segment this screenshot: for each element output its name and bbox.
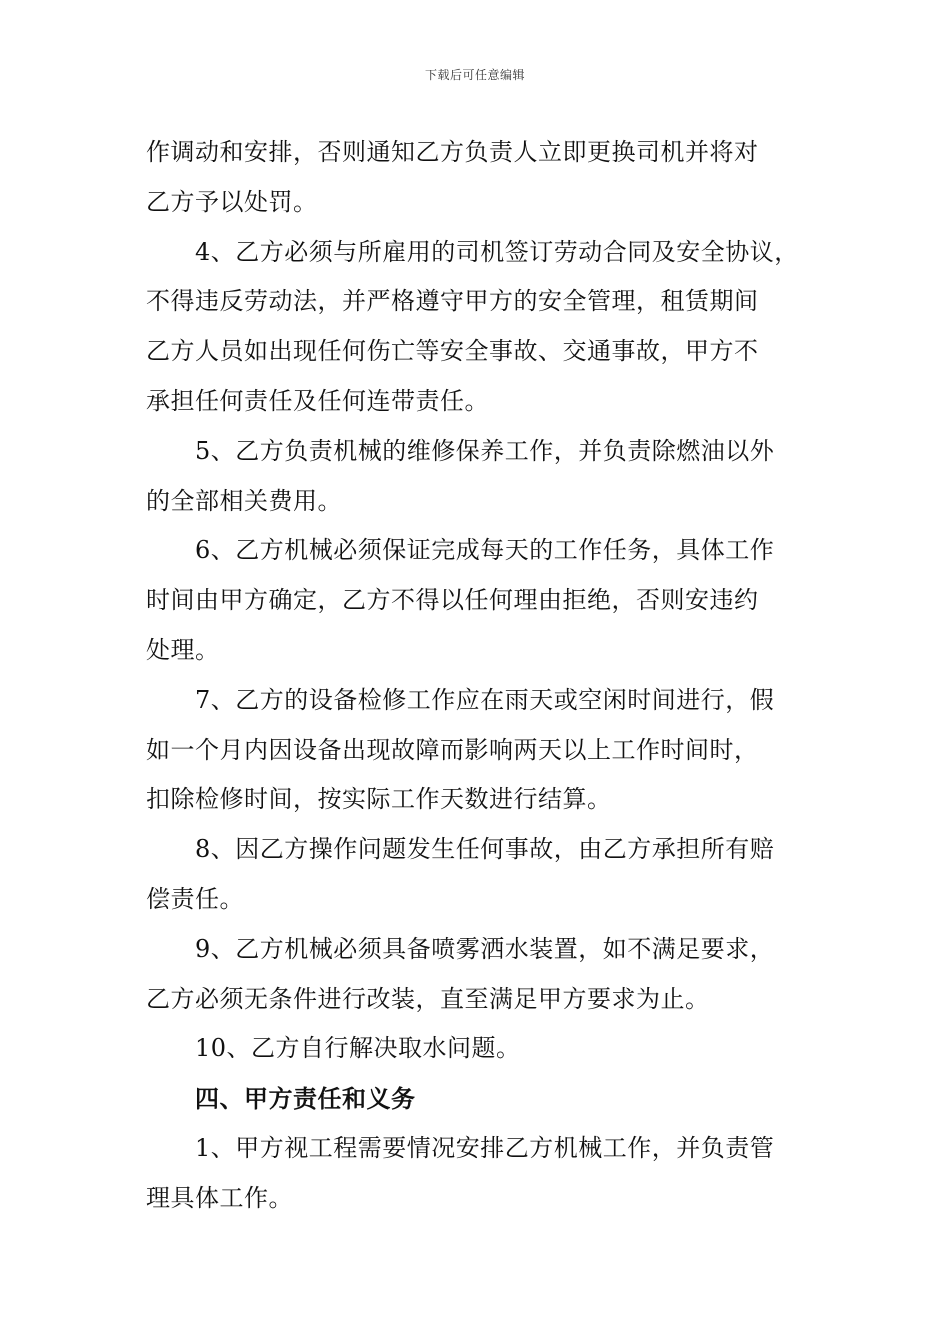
section-heading: 四、甲方责任和义务 [195, 1084, 416, 1114]
clause-6-line: 6、乙方机械必须保证完成每天的工作任务，具体工作 [195, 536, 775, 565]
clause-10-line: 10、乙方自行解决取水问题。 [195, 1034, 521, 1063]
text-line: 乙方必须无条件进行改装，直至满足甲方要求为止。 [146, 984, 710, 1013]
text-line: 时间由甲方确定，乙方不得以任何理由拒绝，否则安违约 [146, 586, 759, 615]
clause-7-line: 7、乙方的设备检修工作应在雨天或空闲时间进行，假 [195, 685, 775, 714]
text-line: 不得违反劳动法，并严格遵守甲方的安全管理，租赁期间 [146, 287, 759, 316]
clause-5-line: 5、乙方负责机械的维修保养工作，并负责除燃油以外 [195, 436, 775, 465]
text-line: 理具体工作。 [146, 1183, 293, 1212]
text-line: 作调动和安排，否则通知乙方负责人立即更换司机并将对 [146, 138, 759, 166]
page-header: 下载后可任意编辑 [424, 68, 525, 82]
clause-4-line: 4、乙方必须与所雇用的司机签订劳动合同及安全协议， [195, 237, 799, 266]
text-line: 处理。 [146, 635, 220, 664]
text-line: 的全部相关费用。 [146, 486, 342, 515]
text-line: 扣除检修时间，按实际工作天数进行结算。 [146, 785, 612, 814]
text-line: 偿责任。 [146, 884, 244, 913]
text-line: 如一个月内因设备出现故障而影响两天以上工作时间时， [146, 735, 759, 764]
clause-9-line: 9、乙方机械必须具备喷雾洒水装置，如不满足要求， [195, 934, 775, 963]
clause-8-line: 8、因乙方操作问题发生任何事故，由乙方承担所有赔 [195, 835, 775, 864]
text-line: 乙方人员如出现任何伤亡等安全事故、交通事故，甲方不 [146, 337, 759, 366]
clause-1-line: 1、甲方视工程需要情况安排乙方机械工作，并负责管 [195, 1133, 775, 1162]
text-line: 承担任何责任及任何连带责任。 [146, 386, 489, 415]
text-line: 乙方予以处罚。 [146, 187, 318, 216]
document-body [146, 128, 816, 1224]
